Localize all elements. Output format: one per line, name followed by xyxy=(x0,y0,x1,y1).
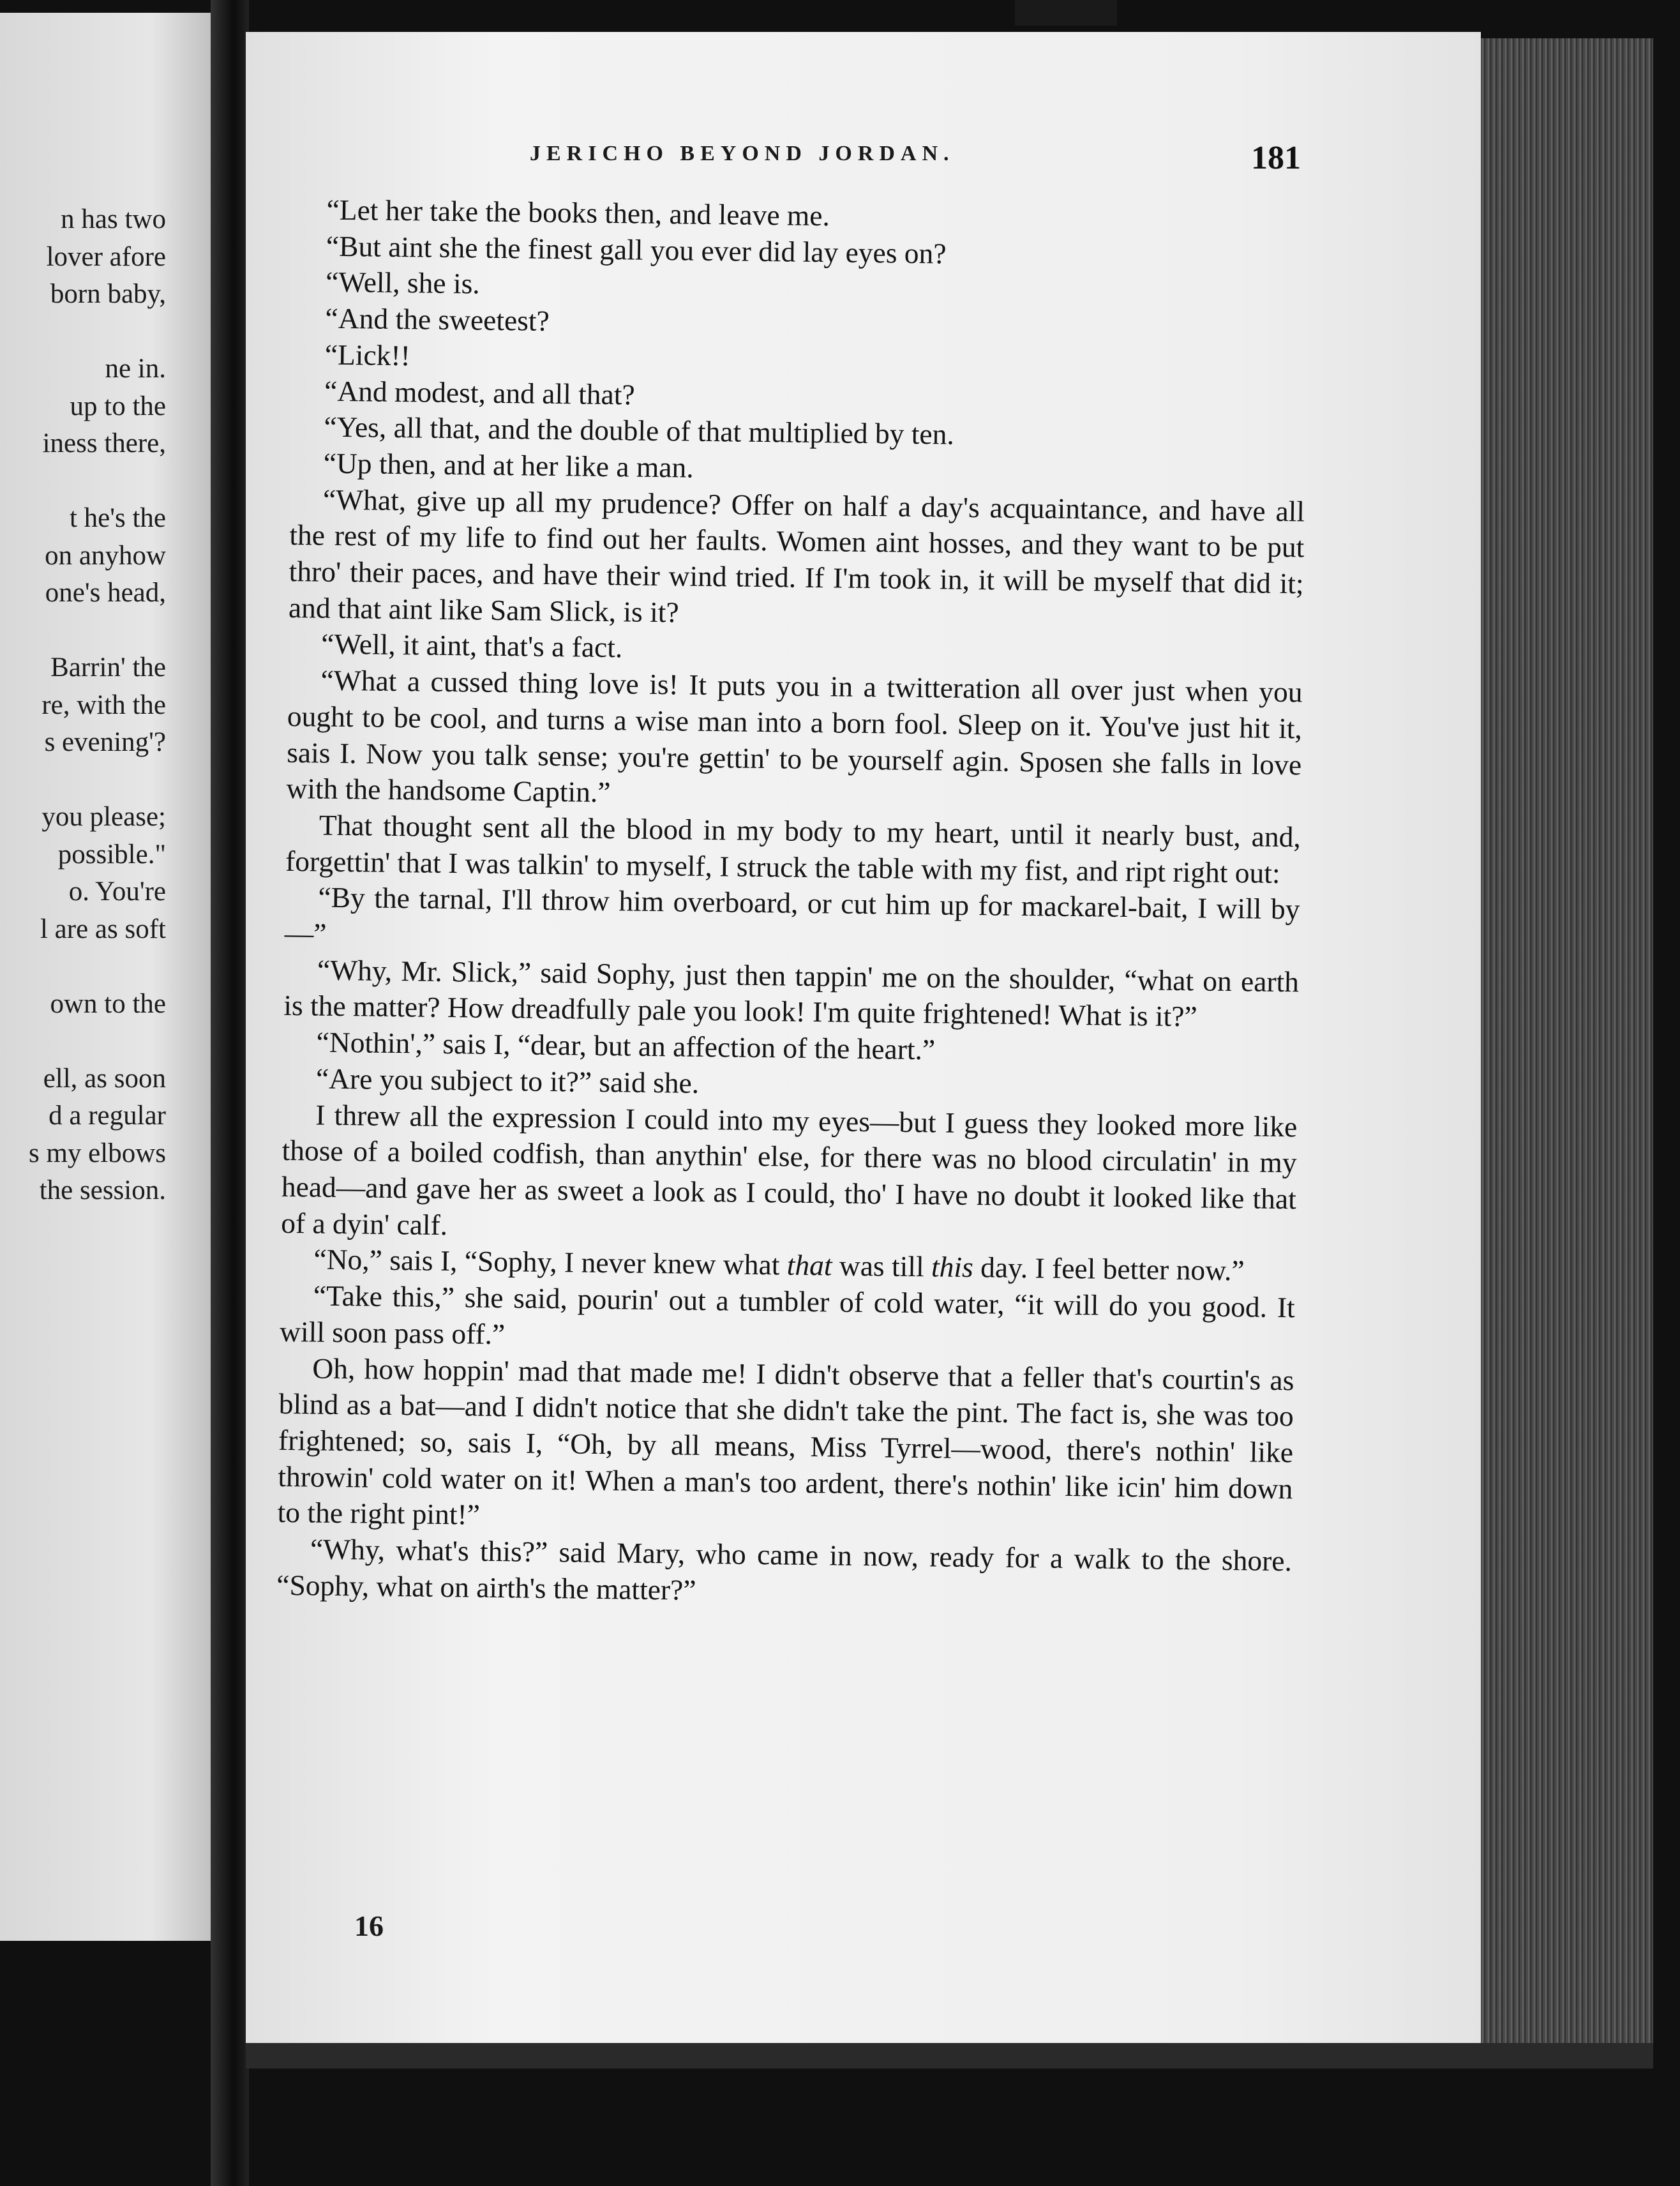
italic-word: this xyxy=(931,1250,974,1284)
left-line: up to the xyxy=(70,391,166,421)
text-run: was till xyxy=(832,1249,932,1283)
left-line xyxy=(29,762,166,799)
left-line: ne in. xyxy=(105,354,166,384)
left-line: ell, as soon xyxy=(43,1063,166,1094)
paragraph: “Why, what's this?” said Mary, who came in now, ready for a walk to the shore. “Sophy, what on airth's the matter?” xyxy=(276,1532,1293,1606)
left-line: one's head, xyxy=(45,578,166,608)
paragraph: “Up then, and at her like a man. xyxy=(323,446,694,484)
italic-word: that xyxy=(786,1248,832,1282)
paragraph: “Why, Mr. Slick,” said Sophy, just then tappin' me on the shoulder, “what on earth is the matter? How dreadfully pale you look! I'm quite frightened! What is it?” xyxy=(283,953,1300,1033)
paragraph: “Lick!! xyxy=(324,338,411,372)
text-run: “No,” sais I, “Sophy, I never knew what xyxy=(313,1242,788,1281)
left-line: Barrin' the xyxy=(50,652,166,682)
page-number: 181 xyxy=(1251,140,1301,176)
page-block-edge xyxy=(1481,38,1653,2049)
paragraph: “Nothin',” sais I, “dear, but an affection of the heart.” xyxy=(316,1025,936,1066)
left-line xyxy=(29,313,166,351)
left-line: re, with the xyxy=(41,690,166,720)
paragraph: “Well, it aint, that's a fact. xyxy=(321,628,623,664)
left-line: you please; xyxy=(41,802,166,832)
left-line xyxy=(29,1023,166,1060)
paragraph: That thought sent all the blood in my body to my heart, until it nearly bust, and, forgettin' that I was talkin' to myself, I struck the table with my fist, and ript right out: xyxy=(285,808,1301,889)
running-head: JERICHO BEYOND JORDAN. xyxy=(530,142,955,165)
left-line: t he's the xyxy=(69,503,166,533)
left-line: d a regular xyxy=(49,1101,166,1131)
left-line: possible." xyxy=(57,839,166,870)
left-line xyxy=(29,463,166,501)
body-text xyxy=(276,192,1309,1616)
left-line: on anyhow xyxy=(45,540,166,571)
paragraph: “And modest, and all that? xyxy=(324,374,635,411)
paragraph: “By the tarnal, I'll throw him overboard, or cut him up for mackarel-bait, I will by—” xyxy=(284,880,1300,950)
page-bottom-shadow xyxy=(246,2043,1653,2069)
left-line xyxy=(29,948,166,986)
left-line: the session. xyxy=(39,1175,166,1205)
left-line: born baby, xyxy=(50,279,166,309)
left-line: n has two xyxy=(61,204,166,234)
paragraph: I threw all the expression I could into my eyes—but I guess they looked more like those of a boiled codfish, than anythin' else, for there was no blood circulatin' in my head—and gave her as sweet a look as I could, tho' I have no doubt it looked like that of a dyin' calf. xyxy=(280,1098,1298,1241)
left-page-text xyxy=(29,201,166,1210)
paragraph: Oh, how hoppin' mad that made me! I didn't observe that a feller that's courtin's as blind as a bat—and I didn't notice that she didn't take the pint. The fact is, she was too frightened; so, sais I, “Oh, by all means, Miss Tyrrel—wood, there's nothin' like throwin' cold water on it! When a man's too ardent, there's nothin' like icin' him down to the right pint!” xyxy=(277,1351,1294,1532)
paragraph: “What a cussed thing love is! It puts you in a twitteration all over just when you ought to be cool, and turns a wise man into a born fool. Sleep on it. You've just hit it, sais I. Now you talk sense; you're gettin' to be yourself agin. Sposen she falls in love with the handsome Captin.” xyxy=(286,663,1303,809)
scanner-clip xyxy=(1015,0,1117,26)
left-line: o. You're xyxy=(68,877,166,907)
left-line: lover afore xyxy=(46,241,166,272)
left-line xyxy=(29,612,166,650)
left-line: iness there, xyxy=(42,428,166,458)
book-gutter xyxy=(211,0,249,2186)
paragraph: “And the sweetest? xyxy=(325,301,550,338)
paragraph: “Yes, all that, and the double of that multiplied by ten. xyxy=(324,410,955,451)
paragraph: “What, give up all my prudence? Offer on half a day's acquaintance, and have all the rest of my life to find out her faults. Women aint hosses, and they want to be put thro' their paces, and have their wind tried. If I'm took in, it will be myself that did it; and that aint like Sam Slick, is it? xyxy=(288,483,1305,629)
paragraph: “But aint she the finest gall you ever did lay eyes on? xyxy=(326,229,947,270)
left-line: s my elbows xyxy=(29,1138,166,1168)
left-line: l are as soft xyxy=(40,914,166,944)
paragraph: “Are you subject to it?” said she. xyxy=(315,1062,700,1099)
paragraph: “Let her take the books then, and leave me. xyxy=(326,193,830,232)
left-line: own to the xyxy=(50,988,166,1019)
paragraph: “Take this,” she said, pourin' out a tumbler of cold water, “it will do you good. It will soon pass off.” xyxy=(279,1279,1296,1350)
signature-mark: 16 xyxy=(354,1910,384,1942)
text-run: day. I feel better now.” xyxy=(973,1251,1245,1287)
left-facing-page xyxy=(0,13,217,1941)
paragraph: “Well, she is. xyxy=(325,266,481,300)
left-line: s evening'? xyxy=(44,727,166,757)
